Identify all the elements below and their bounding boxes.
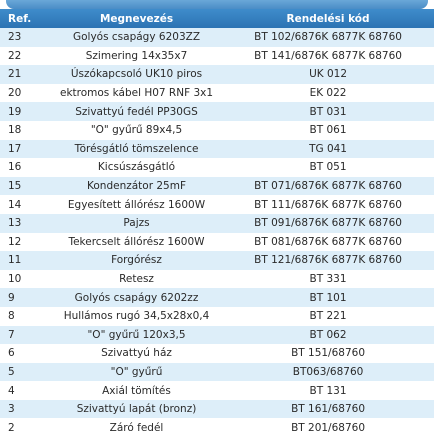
table-body — [0, 28, 434, 437]
parts-table — [0, 9, 434, 437]
cell-name: Forgórész — [51, 251, 222, 270]
table-row — [0, 288, 434, 307]
cell-code: BT 121/6876K 6877K 68760 — [222, 251, 434, 270]
table-row — [0, 47, 434, 66]
cell-ref: 2 — [0, 418, 51, 437]
table-row — [0, 195, 434, 214]
cell-name: Szivattyú ház — [51, 344, 222, 363]
cell-code: BT 031 — [222, 102, 434, 121]
cell-code: BT 061 — [222, 121, 434, 140]
table-row — [0, 307, 434, 326]
cell-name: Kicsúszásgátló — [51, 158, 222, 177]
table-row — [0, 102, 434, 121]
cell-ref: 16 — [0, 158, 51, 177]
cell-ref: 8 — [0, 307, 51, 326]
cell-code: BT 081/6876K 6877K 68760 — [222, 233, 434, 252]
cell-name: Úszókapcsoló UK10 piros — [51, 65, 222, 84]
table-row — [0, 381, 434, 400]
cell-ref: 23 — [0, 28, 51, 47]
table-row — [0, 363, 434, 382]
cell-name: Golyós csapágy 6203ZZ — [51, 28, 222, 47]
table-row — [0, 344, 434, 363]
cell-name: Záró fedél — [51, 418, 222, 437]
table-row — [0, 158, 434, 177]
table-row — [0, 28, 434, 47]
cell-name: Golyós csapágy 6202zz — [51, 288, 222, 307]
table-row — [0, 214, 434, 233]
cell-name: Kondenzátor 25mF — [51, 177, 222, 196]
table-row — [0, 84, 434, 103]
cell-ref: 15 — [0, 177, 51, 196]
table-row — [0, 251, 434, 270]
cell-code: BT 111/6876K 6877K 68760 — [222, 195, 434, 214]
cell-name: "O" gyűrű 89x4,5 — [51, 121, 222, 140]
cell-ref: 22 — [0, 47, 51, 66]
table-row — [0, 177, 434, 196]
cell-name: "O" gyűrű — [51, 363, 222, 382]
cell-code: BT063/68760 — [222, 363, 434, 382]
cell-ref: 18 — [0, 121, 51, 140]
cell-code: UK 012 — [222, 65, 434, 84]
cell-code: BT 331 — [222, 270, 434, 289]
column-header-name: Megnevezés — [51, 9, 222, 28]
cell-name: Retesz — [51, 270, 222, 289]
cell-code: BT 131 — [222, 381, 434, 400]
cell-ref: 3 — [0, 400, 51, 419]
table-row — [0, 233, 434, 252]
column-header-code: Rendelési kód — [222, 9, 434, 28]
cell-name: Szimering 14x35x7 — [51, 47, 222, 66]
cell-code: BT 051 — [222, 158, 434, 177]
cell-code: EK 022 — [222, 84, 434, 103]
cell-ref: 12 — [0, 233, 51, 252]
cell-ref: 21 — [0, 65, 51, 84]
cell-code: BT 161/68760 — [222, 400, 434, 419]
cell-code: BT 091/6876K 6877K 68760 — [222, 214, 434, 233]
cell-name: Pajzs — [51, 214, 222, 233]
cell-ref: 9 — [0, 288, 51, 307]
cell-name: "O" gyűrű 120x3,5 — [51, 326, 222, 345]
cell-name: ektromos kábel H07 RNF 3x1 — [51, 84, 222, 103]
header-bar — [6, 0, 428, 9]
cell-code: BT 201/68760 — [222, 418, 434, 437]
cell-name: Törésgátló tömszelence — [51, 140, 222, 159]
cell-ref: 14 — [0, 195, 51, 214]
cell-ref: 17 — [0, 140, 51, 159]
cell-ref: 7 — [0, 326, 51, 345]
cell-ref: 19 — [0, 102, 51, 121]
table-row — [0, 400, 434, 419]
cell-name: Tekercselt állórész 1600W — [51, 233, 222, 252]
cell-ref: 5 — [0, 363, 51, 382]
cell-code: BT 062 — [222, 326, 434, 345]
cell-ref: 11 — [0, 251, 51, 270]
cell-code: BT 071/6876K 6877K 68760 — [222, 177, 434, 196]
cell-code: BT 101 — [222, 288, 434, 307]
cell-ref: 10 — [0, 270, 51, 289]
cell-code: BT 221 — [222, 307, 434, 326]
cell-name: Axiál tömítés — [51, 381, 222, 400]
table-row — [0, 418, 434, 437]
cell-ref: 20 — [0, 84, 51, 103]
cell-code: BT 141/6876K 6877K 68760 — [222, 47, 434, 66]
cell-ref: 4 — [0, 381, 51, 400]
cell-name: Hullámos rugó 34,5x28x0,4 — [51, 307, 222, 326]
table-row — [0, 326, 434, 345]
cell-ref: 6 — [0, 344, 51, 363]
cell-name: Szivattyú lapát (bronz) — [51, 400, 222, 419]
table-header-row — [0, 9, 434, 28]
table-row — [0, 65, 434, 84]
cell-ref: 13 — [0, 214, 51, 233]
column-header-ref: Ref. — [0, 9, 51, 28]
cell-name: Egyesített állórész 1600W — [51, 195, 222, 214]
cell-code: BT 151/68760 — [222, 344, 434, 363]
table-row — [0, 140, 434, 159]
cell-code: TG 041 — [222, 140, 434, 159]
cell-name: Szivattyú fedél PP30GS — [51, 102, 222, 121]
cell-code: BT 102/6876K 6877K 68760 — [222, 28, 434, 47]
table-row — [0, 121, 434, 140]
table-row — [0, 270, 434, 289]
